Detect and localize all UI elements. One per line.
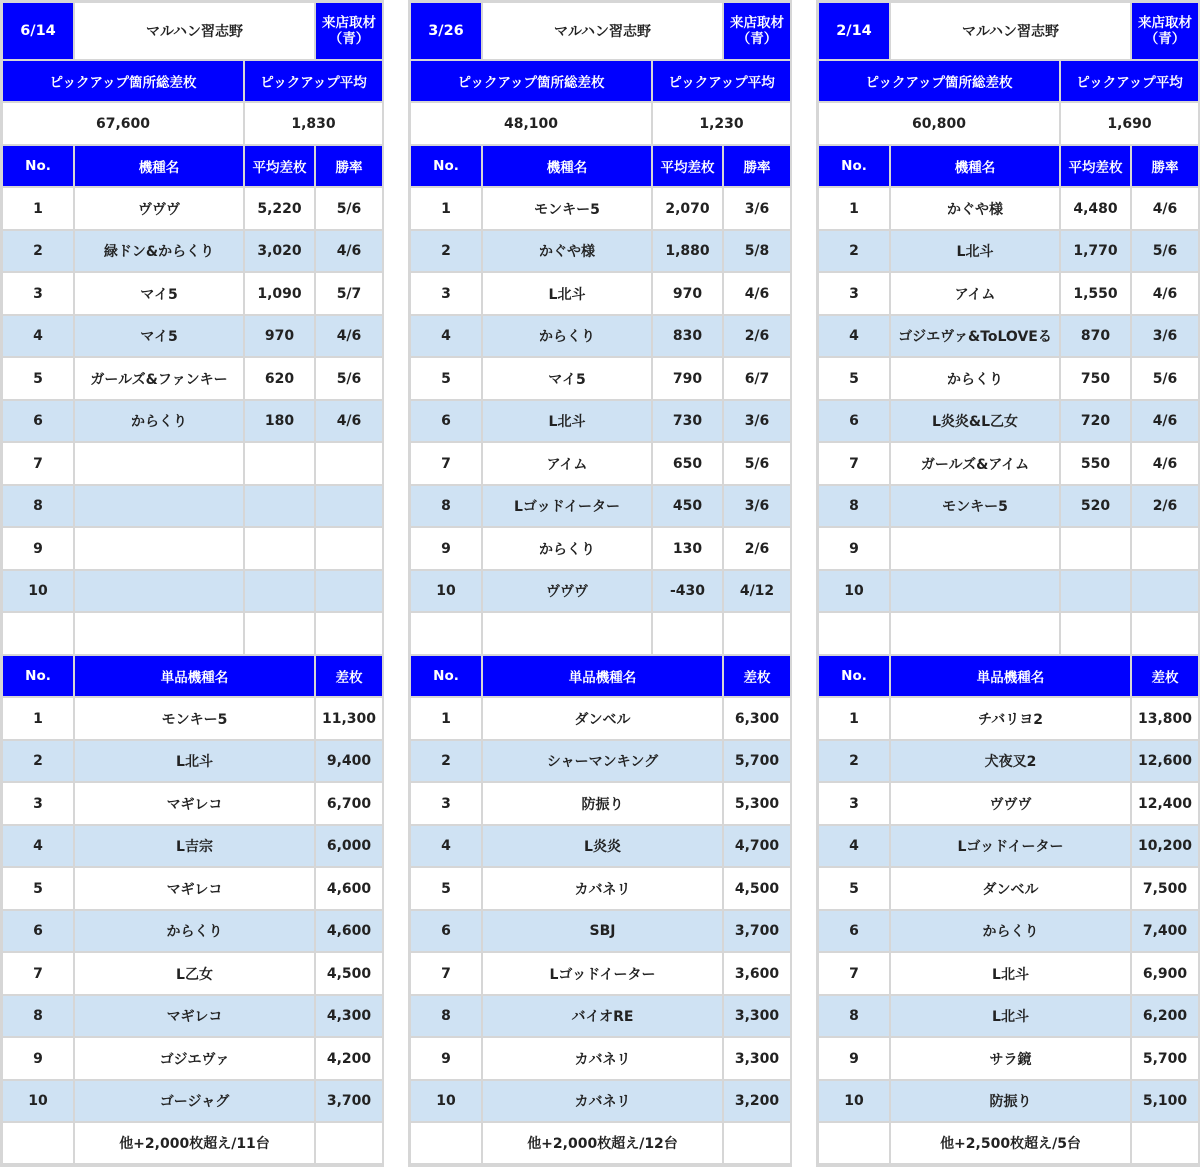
date-cell: 2/14 (819, 3, 889, 59)
single-no: 9 (819, 1038, 889, 1079)
single-diff: 10,200 (1132, 826, 1198, 866)
store-name: マルハン習志野 (483, 3, 722, 59)
spacer-cell (483, 613, 651, 654)
machine-avg-diff: 650 (653, 443, 722, 484)
single-no: 6 (411, 911, 481, 951)
machine-no: 6 (411, 401, 481, 441)
single-no: 2 (411, 741, 481, 781)
machine-name (75, 571, 243, 611)
single-machine-name: 防振り (891, 1081, 1130, 1121)
machine-name: かぐや様 (891, 188, 1059, 229)
machine-name (891, 571, 1059, 611)
single-machine-name: サラ鏡 (891, 1038, 1130, 1079)
average-value: 1,690 (1061, 103, 1198, 144)
footer-note: 他+2,000枚超え/12台 (483, 1123, 722, 1163)
spacer-cell (891, 613, 1059, 654)
machine-name (75, 443, 243, 484)
machine-no: 2 (411, 231, 481, 271)
machine-avg-diff: 730 (653, 401, 722, 441)
single-diff: 4,600 (316, 911, 382, 951)
machine-no: 5 (819, 358, 889, 399)
total-diff-header: ピックアップ箇所総差枚 (411, 61, 651, 101)
machine-no: 6 (3, 401, 73, 441)
machine-win-rate: 4/6 (316, 401, 382, 441)
machine-win-rate: 5/7 (316, 273, 382, 314)
single-no: 3 (819, 783, 889, 824)
single-machine-name: L炎炎 (483, 826, 722, 866)
machine-avg-diff: 5,220 (245, 188, 314, 229)
single-diff: 3,700 (316, 1081, 382, 1121)
machine-avg-diff: -430 (653, 571, 722, 611)
machine-win-rate: 2/6 (724, 528, 790, 569)
single-diff: 4,600 (316, 868, 382, 909)
single-machine-name: ゴージャグ (75, 1081, 314, 1121)
machine-no: 10 (819, 571, 889, 611)
machine-name (75, 528, 243, 569)
machine-no: 7 (411, 443, 481, 484)
single-no: 7 (411, 953, 481, 994)
machine-avg-diff (245, 571, 314, 611)
event-label-line: 来店取材 (1138, 15, 1192, 31)
avg-diff-header: 平均差枚 (1061, 146, 1130, 186)
machine-win-rate: 5/6 (724, 443, 790, 484)
machine-no: 1 (819, 188, 889, 229)
machine-avg-diff (1061, 571, 1130, 611)
machine-no: 10 (411, 571, 481, 611)
single-no: 9 (411, 1038, 481, 1079)
machine-no: 1 (411, 188, 481, 229)
single-diff-header: 差枚 (724, 656, 790, 696)
machine-win-rate: 5/6 (1132, 231, 1198, 271)
single-diff: 11,300 (316, 698, 382, 739)
single-no: 5 (3, 868, 73, 909)
single-diff: 6,900 (1132, 953, 1198, 994)
single-diff: 3,600 (724, 953, 790, 994)
machine-win-rate: 6/7 (724, 358, 790, 399)
single-machine-header: 単品機種名 (891, 656, 1130, 696)
machine-win-rate (1132, 528, 1198, 569)
footer-blank (1132, 1123, 1198, 1163)
single-diff: 4,300 (316, 996, 382, 1036)
machine-win-rate: 4/6 (1132, 188, 1198, 229)
single-diff: 3,700 (724, 911, 790, 951)
machine-name: L北斗 (891, 231, 1059, 271)
machine-name: アイム (891, 273, 1059, 314)
single-diff: 12,400 (1132, 783, 1198, 824)
machine-avg-diff: 1,880 (653, 231, 722, 271)
machine-win-rate: 4/6 (724, 273, 790, 314)
machine-avg-diff: 750 (1061, 358, 1130, 399)
event-label-line: （青） (1144, 31, 1186, 47)
single-no: 6 (819, 911, 889, 951)
single-machine-name: Lゴッドイーター (891, 826, 1130, 866)
single-no: 8 (411, 996, 481, 1036)
machine-name: モンキー5 (483, 188, 651, 229)
single-diff: 6,200 (1132, 996, 1198, 1036)
machine-avg-diff: 870 (1061, 316, 1130, 356)
single-machine-name: バイオRE (483, 996, 722, 1036)
machine-no-header: No. (411, 146, 481, 186)
single-machine-name: 防振り (483, 783, 722, 824)
machine-avg-diff: 620 (245, 358, 314, 399)
machine-avg-diff (245, 486, 314, 526)
total-diff-header: ピックアップ箇所総差枚 (3, 61, 243, 101)
single-machine-name: L乙女 (75, 953, 314, 994)
machine-name: からくり (75, 401, 243, 441)
single-diff: 7,500 (1132, 868, 1198, 909)
single-no-header: No. (3, 656, 73, 696)
single-diff: 6,700 (316, 783, 382, 824)
machine-avg-diff: 130 (653, 528, 722, 569)
single-diff: 7,400 (1132, 911, 1198, 951)
machine-avg-diff: 1,770 (1061, 231, 1130, 271)
machine-avg-diff: 520 (1061, 486, 1130, 526)
machine-win-rate: 4/6 (1132, 443, 1198, 484)
total-diff-value: 48,100 (411, 103, 651, 144)
machine-name: L炎炎&L乙女 (891, 401, 1059, 441)
machine-win-rate (316, 486, 382, 526)
single-machine-name: ゴジエヴァ (75, 1038, 314, 1079)
machine-avg-diff: 4,480 (1061, 188, 1130, 229)
machine-avg-diff: 970 (245, 316, 314, 356)
machine-name: ゴジエヴァ&ToLOVEる (891, 316, 1059, 356)
machine-win-rate (316, 571, 382, 611)
machine-no: 1 (3, 188, 73, 229)
machine-name-header: 機種名 (483, 146, 651, 186)
machine-no: 9 (3, 528, 73, 569)
single-diff-header: 差枚 (1132, 656, 1198, 696)
machine-avg-diff (245, 528, 314, 569)
single-machine-header: 単品機種名 (75, 656, 314, 696)
machine-win-rate (1132, 571, 1198, 611)
machine-name: ヴヴヴ (483, 571, 651, 611)
single-diff: 3,300 (724, 1038, 790, 1079)
footer-blank (316, 1123, 382, 1163)
machine-no: 4 (3, 316, 73, 356)
spacer-cell (1061, 613, 1130, 654)
average-value: 1,830 (245, 103, 382, 144)
single-diff: 3,200 (724, 1081, 790, 1121)
footer-note: 他+2,500枚超え/5台 (891, 1123, 1130, 1163)
single-machine-name: チバリヨ2 (891, 698, 1130, 739)
single-machine-name: L北斗 (891, 953, 1130, 994)
win-rate-header: 勝率 (1132, 146, 1198, 186)
machine-no: 4 (819, 316, 889, 356)
machine-win-rate: 4/6 (1132, 401, 1198, 441)
machine-no: 5 (3, 358, 73, 399)
machine-avg-diff (245, 443, 314, 484)
single-no: 4 (819, 826, 889, 866)
single-diff: 9,400 (316, 741, 382, 781)
single-no: 1 (819, 698, 889, 739)
single-diff: 5,100 (1132, 1081, 1198, 1121)
single-diff: 4,500 (724, 868, 790, 909)
event-label (724, 3, 790, 59)
event-label-line: 来店取材 (730, 15, 784, 31)
machine-name: マイ5 (75, 316, 243, 356)
single-diff-header: 差枚 (316, 656, 382, 696)
machine-avg-diff: 720 (1061, 401, 1130, 441)
machine-no: 8 (819, 486, 889, 526)
machine-no: 8 (3, 486, 73, 526)
single-no: 3 (3, 783, 73, 824)
machine-no: 2 (819, 231, 889, 271)
single-machine-name: ダンベル (483, 698, 722, 739)
single-machine-name: 犬夜叉2 (891, 741, 1130, 781)
machine-avg-diff: 450 (653, 486, 722, 526)
single-machine-name: マギレコ (75, 996, 314, 1036)
single-machine-name: マギレコ (75, 868, 314, 909)
single-no: 10 (411, 1081, 481, 1121)
machine-name: からくり (483, 528, 651, 569)
machine-win-rate: 4/6 (316, 231, 382, 271)
single-no: 7 (819, 953, 889, 994)
single-machine-name: カバネリ (483, 868, 722, 909)
single-diff: 12,600 (1132, 741, 1198, 781)
machine-no: 5 (411, 358, 481, 399)
footer-blank (411, 1123, 481, 1163)
spacer-cell (1132, 613, 1198, 654)
machine-avg-diff: 970 (653, 273, 722, 314)
machine-name: からくり (483, 316, 651, 356)
total-diff-value: 67,600 (3, 103, 243, 144)
machine-win-rate: 5/6 (316, 188, 382, 229)
event-label-line: 来店取材 (322, 15, 376, 31)
event-label (1132, 3, 1198, 59)
spacer-cell (411, 613, 481, 654)
machine-win-rate: 3/6 (724, 401, 790, 441)
machine-win-rate: 5/8 (724, 231, 790, 271)
store-name: マルハン習志野 (75, 3, 314, 59)
single-no: 4 (411, 826, 481, 866)
machine-no: 6 (819, 401, 889, 441)
machine-name: からくり (891, 358, 1059, 399)
machine-name: 緑ドン&からくり (75, 231, 243, 271)
spacer-cell (75, 613, 243, 654)
single-no: 8 (819, 996, 889, 1036)
single-machine-name: カバネリ (483, 1038, 722, 1079)
machine-win-rate: 4/12 (724, 571, 790, 611)
machine-no: 3 (411, 273, 481, 314)
machine-win-rate: 3/6 (1132, 316, 1198, 356)
machine-win-rate: 4/6 (316, 316, 382, 356)
spacer-cell (316, 613, 382, 654)
single-no: 3 (411, 783, 481, 824)
single-no: 7 (3, 953, 73, 994)
single-machine-name: マギレコ (75, 783, 314, 824)
machine-name (75, 486, 243, 526)
machine-avg-diff: 550 (1061, 443, 1130, 484)
machine-avg-diff: 1,090 (245, 273, 314, 314)
footer-blank (724, 1123, 790, 1163)
single-diff: 4,500 (316, 953, 382, 994)
machine-no: 3 (3, 273, 73, 314)
machine-no: 7 (3, 443, 73, 484)
single-no-header: No. (819, 656, 889, 696)
spacer-cell (653, 613, 722, 654)
single-no: 1 (411, 698, 481, 739)
single-machine-name: Lゴッドイーター (483, 953, 722, 994)
single-no: 1 (3, 698, 73, 739)
machine-name: Lゴッドイーター (483, 486, 651, 526)
machine-name: L北斗 (483, 401, 651, 441)
machine-name: アイム (483, 443, 651, 484)
machine-win-rate: 5/6 (1132, 358, 1198, 399)
single-diff: 5,300 (724, 783, 790, 824)
machine-avg-diff: 2,070 (653, 188, 722, 229)
single-diff: 5,700 (724, 741, 790, 781)
avg-diff-header: 平均差枚 (245, 146, 314, 186)
single-diff: 6,300 (724, 698, 790, 739)
average-header: ピックアップ平均 (1061, 61, 1198, 101)
single-machine-name: モンキー5 (75, 698, 314, 739)
single-machine-name: からくり (891, 911, 1130, 951)
average-header: ピックアップ平均 (653, 61, 790, 101)
single-machine-name: ダンベル (891, 868, 1130, 909)
footer-note: 他+2,000枚超え/11台 (75, 1123, 314, 1163)
single-diff: 4,200 (316, 1038, 382, 1079)
machine-name: ガールズ&ファンキー (75, 358, 243, 399)
machine-name-header: 機種名 (75, 146, 243, 186)
machine-no: 2 (3, 231, 73, 271)
single-no: 10 (3, 1081, 73, 1121)
machine-avg-diff: 790 (653, 358, 722, 399)
avg-diff-header: 平均差枚 (653, 146, 722, 186)
total-diff-value: 60,800 (819, 103, 1059, 144)
machine-name-header: 機種名 (891, 146, 1059, 186)
event-label-line: （青） (736, 31, 778, 47)
machine-name: モンキー5 (891, 486, 1059, 526)
footer-blank (3, 1123, 73, 1163)
single-no: 9 (3, 1038, 73, 1079)
machine-no-header: No. (3, 146, 73, 186)
machine-no: 10 (3, 571, 73, 611)
machine-win-rate: 2/6 (724, 316, 790, 356)
single-machine-name: L北斗 (75, 741, 314, 781)
single-machine-name: からくり (75, 911, 314, 951)
spacer-cell (3, 613, 73, 654)
machine-win-rate: 3/6 (724, 486, 790, 526)
machine-no: 9 (819, 528, 889, 569)
single-machine-name: ヴヴヴ (891, 783, 1130, 824)
single-no: 4 (3, 826, 73, 866)
single-machine-name: L吉宗 (75, 826, 314, 866)
machine-no: 7 (819, 443, 889, 484)
event-label-line: （青） (328, 31, 370, 47)
single-no: 5 (411, 868, 481, 909)
single-machine-name: シャーマンキング (483, 741, 722, 781)
machine-avg-diff: 180 (245, 401, 314, 441)
single-no: 8 (3, 996, 73, 1036)
machine-name: ガールズ&アイム (891, 443, 1059, 484)
machine-name: ヴヴヴ (75, 188, 243, 229)
machine-win-rate: 3/6 (724, 188, 790, 229)
machine-win-rate: 4/6 (1132, 273, 1198, 314)
single-no: 2 (3, 741, 73, 781)
single-machine-name: L北斗 (891, 996, 1130, 1036)
machine-name: マイ5 (75, 273, 243, 314)
machine-name: かぐや様 (483, 231, 651, 271)
single-diff: 13,800 (1132, 698, 1198, 739)
event-label (316, 3, 382, 59)
machine-avg-diff: 3,020 (245, 231, 314, 271)
machine-name (891, 528, 1059, 569)
date-cell: 6/14 (3, 3, 73, 59)
win-rate-header: 勝率 (724, 146, 790, 186)
total-diff-header: ピックアップ箇所総差枚 (819, 61, 1059, 101)
single-machine-name: SBJ (483, 911, 722, 951)
average-value: 1,230 (653, 103, 790, 144)
store-name: マルハン習志野 (891, 3, 1130, 59)
machine-name: L北斗 (483, 273, 651, 314)
spacer-cell (819, 613, 889, 654)
single-no: 10 (819, 1081, 889, 1121)
spacer-cell (724, 613, 790, 654)
single-diff: 5,700 (1132, 1038, 1198, 1079)
single-diff: 4,700 (724, 826, 790, 866)
single-no-header: No. (411, 656, 481, 696)
machine-no: 3 (819, 273, 889, 314)
machine-avg-diff: 1,550 (1061, 273, 1130, 314)
machine-name: マイ5 (483, 358, 651, 399)
machine-win-rate (316, 528, 382, 569)
single-diff: 3,300 (724, 996, 790, 1036)
machine-no: 9 (411, 528, 481, 569)
win-rate-header: 勝率 (316, 146, 382, 186)
machine-win-rate: 2/6 (1132, 486, 1198, 526)
single-no: 2 (819, 741, 889, 781)
single-diff: 6,000 (316, 826, 382, 866)
single-machine-name: カバネリ (483, 1081, 722, 1121)
date-cell: 3/26 (411, 3, 481, 59)
machine-no: 4 (411, 316, 481, 356)
machine-win-rate: 5/6 (316, 358, 382, 399)
single-no: 6 (3, 911, 73, 951)
average-header: ピックアップ平均 (245, 61, 382, 101)
spacer-cell (245, 613, 314, 654)
machine-avg-diff (1061, 528, 1130, 569)
machine-win-rate (316, 443, 382, 484)
footer-blank (819, 1123, 889, 1163)
machine-avg-diff: 830 (653, 316, 722, 356)
single-no: 5 (819, 868, 889, 909)
machine-no-header: No. (819, 146, 889, 186)
machine-no: 8 (411, 486, 481, 526)
single-machine-header: 単品機種名 (483, 656, 722, 696)
